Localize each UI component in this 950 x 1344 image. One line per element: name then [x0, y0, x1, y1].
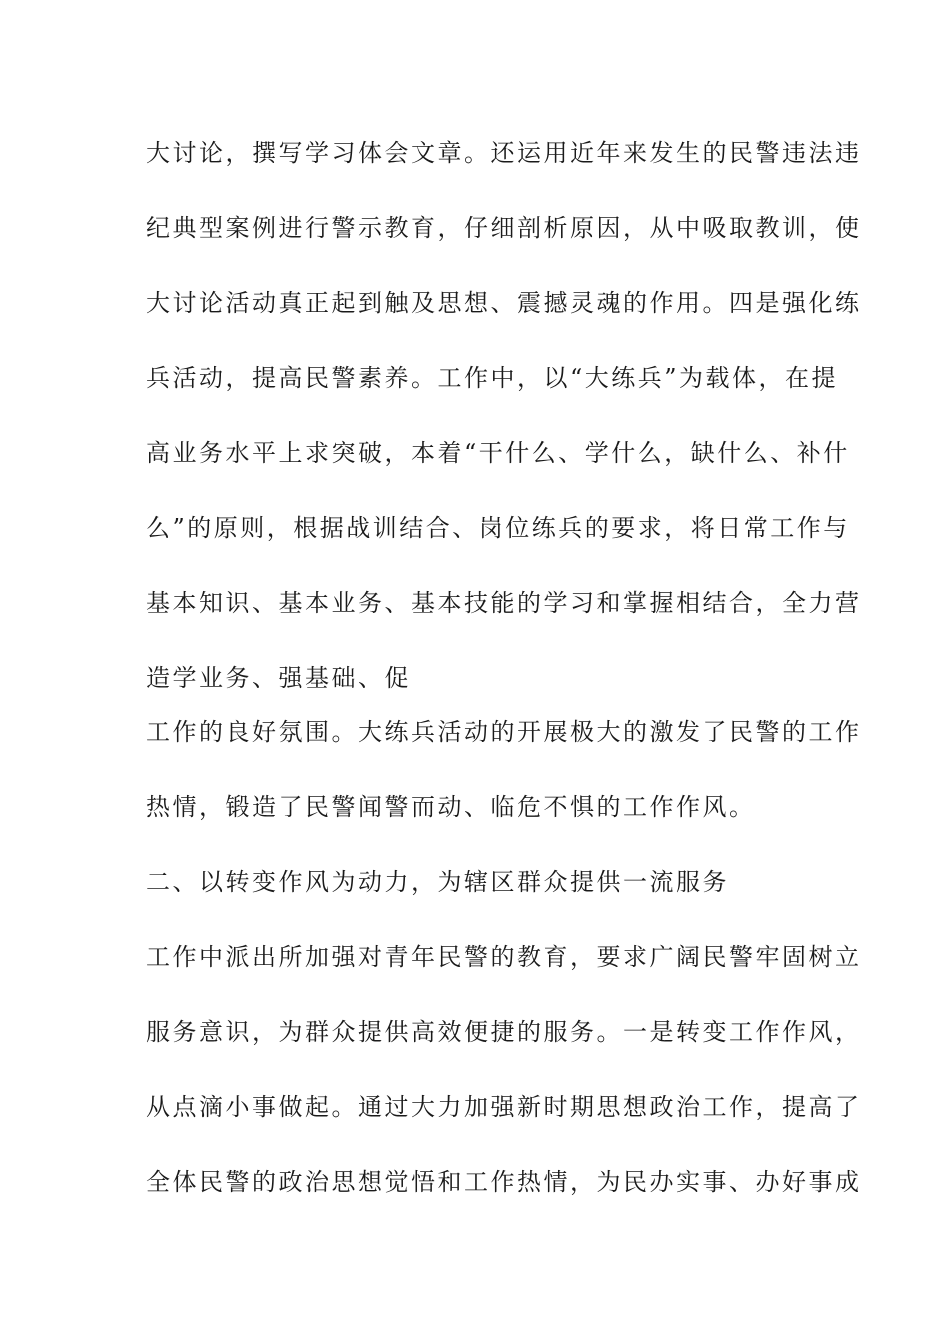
text-line: 纪典型案例进行警示教育，仔细剖析原因，从中吸取教训，使 — [146, 214, 862, 242]
text-line: 全体民警的政治思想觉悟和工作热情，为民办实事、办好事成 — [146, 1168, 862, 1196]
text-line: 服务意识，为群众提供高效便捷的服务。一是转变工作作风， — [146, 1018, 862, 1046]
text-line: 大讨论活动真正起到触及思想、震撼灵魂的作用。四是强化练 — [146, 289, 862, 317]
section-heading: 二、以转变作风为动力，为辖区群众提供一流服务 — [146, 868, 729, 896]
text-line: 基本知识、基本业务、基本技能的学习和掌握相结合，全力营 — [146, 589, 862, 617]
text-line: 造学业务、强基础、促 — [146, 664, 411, 692]
text-line: 工作中派出所加强对青年民警的教育，要求广阔民警牢固树立 — [146, 943, 862, 971]
text-line: 高业务水平上求突破，本着“干什么、学什么，缺什么、补什 — [146, 439, 850, 467]
text-line: 工作的良好氛围。大练兵活动的开展极大的激发了民警的工作 — [146, 718, 862, 746]
text-line: 兵活动，提高民警素养。工作中，以“大练兵”为载体，在提 — [146, 364, 839, 392]
text-line: 大讨论，撰写学习体会文章。还运用近年来发生的民警违法违 — [146, 139, 862, 167]
text-line: 么”的原则，根据战训结合、岗位练兵的要求，将日常工作与 — [146, 514, 850, 542]
body-text — [146, 130, 862, 1234]
text-line: 热情，锻造了民警闻警而动、临危不惧的工作作风。 — [146, 793, 756, 821]
text-line: 从点滴小事做起。通过大力加强新时期思想政治工作，提高了 — [146, 1093, 862, 1121]
